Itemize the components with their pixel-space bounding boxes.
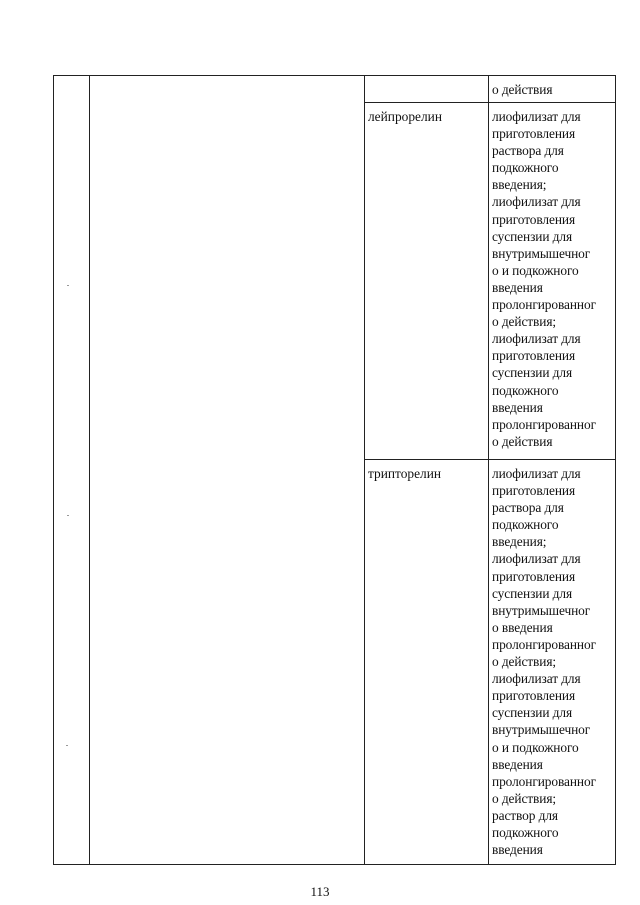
drug-name-cell — [365, 460, 489, 865]
dosage-form-cell — [489, 76, 616, 103]
dosage-forms-text: о действия — [492, 82, 553, 97]
scan-speck — [67, 285, 69, 286]
drug-name-cell — [365, 76, 489, 103]
drug-name-cell — [365, 103, 489, 460]
drug-name: трипторелин — [368, 466, 442, 481]
scan-speck — [66, 745, 68, 746]
dosage-forms-text: лиофилизат для приготовления раствора для подкожного введения; лиофилизат для приготовления суспензии для внутримышечног о и подкожного введения пролонгированног о действия; лиофилизат для приготовления суспензии для подкожного введения пролонгированног о действия — [492, 109, 596, 449]
drug-name — [365, 76, 488, 81]
table-row — [54, 76, 616, 103]
dosage-form-cell — [489, 460, 616, 865]
dosage-forms-text: лиофилизат для приготовления раствора для подкожного введения; лиофилизат для приготовления суспензии для внутримышечног о введения пролонгированног о действия; лиофилизат для приготовления суспензии для внутримышечног о и подкожного введения пролонгированног о действия; раствор для подкожного введения — [492, 466, 596, 858]
group-cell — [90, 76, 365, 865]
dosage-form-cell — [489, 103, 616, 460]
scan-speck — [67, 515, 69, 516]
page-number: 113 — [310, 884, 330, 899]
drug-table — [53, 75, 616, 865]
drug-name: лейпрорелин — [368, 109, 443, 124]
code-cell — [54, 76, 90, 865]
